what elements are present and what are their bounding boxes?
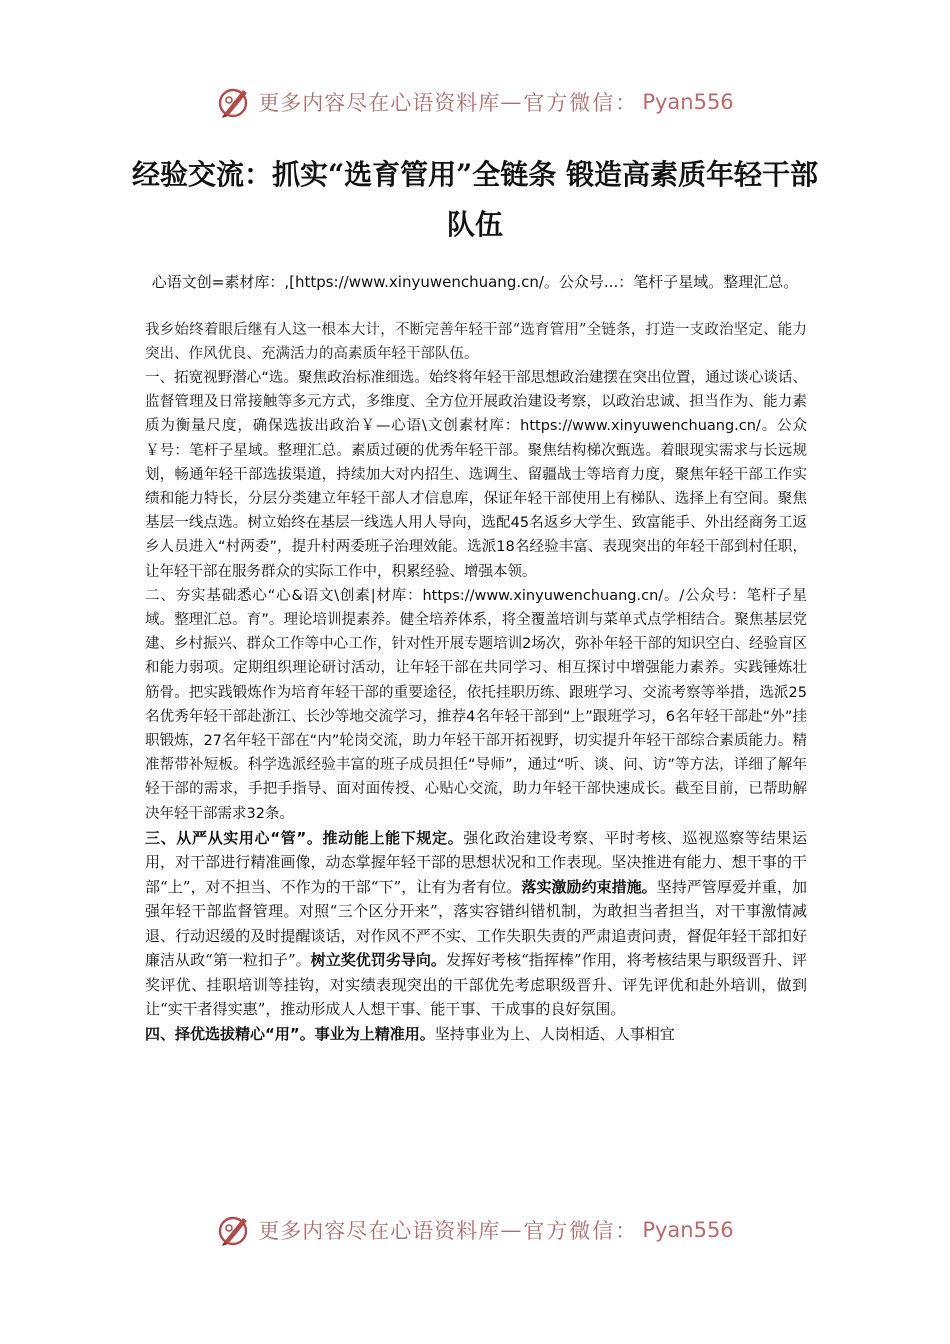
document-title: 经验交流：抓实“选育管用”全链条 锻造高素质年轻干部队伍 <box>132 158 818 241</box>
section-3-heading: 三、从严从实用心“管”。推动能上能下规定。 <box>145 828 464 847</box>
banner-separator: — <box>500 90 522 114</box>
header-banner[interactable] <box>0 82 950 122</box>
section-3-text-1: 强化政治建设考察、平时考核、巡视巡察等结果运用，对干部进行精准画像，动态掌握年轻干部的思想状况和工作表现。坚决推进有能力、想干事的干部“上”，对不担当、不作为的干部“下”，让有为者有位。 <box>145 828 807 896</box>
section-3-subheading-2: 落实激励约束措施。 <box>521 877 657 896</box>
source-line: 心语文创=素材库：,[https://www.xinyuwenchuang.cn/。公众号...：笔杆子星域。整理汇总。 <box>151 273 799 291</box>
pen-circle-logo-icon <box>216 1212 252 1248</box>
section-3-text-2: 坚持严管厚爱并重，加强年轻干部监督管理。对照“三个区分开来”，落实容错纠错机制，为敢担当者担当，对干事激情减退、行动迟缓的及时提醒谈话，对作风不严不实、工作失职失责的严肃追责问责，督促年轻干部扣好廉洁从政“第一粒扣子”。 <box>145 877 807 970</box>
section-3-subheading-3: 树立奖优罚劣导向。 <box>310 951 446 970</box>
section-2-paragraph: 二、夯实基础悉心“心&语文\创素|材库：https://www.xinyuwenchuang.cn/。/公众号：笔杆子星域。整理汇总。育”。理论培训提素养。健全培养体系，将全覆盖培训与菜单式点学相结合。聚焦基层党建、乡村振兴、群众工作等中心工作，针对性开展专题培训2场次，弥补年轻干部的知识空白、经验盲区和能力弱项。定期组织理论研讨活动，让年轻干部在共同学习、相互探讨中增强能力素养。实践锤炼壮筋骨。把实践锻炼作为培育年轻干部的重要途径，依托挂职历练、跟班学习、交流考察等举措，选派25名优秀年轻干部赴浙江、长沙等地交流学习，推荐4名年轻干部到“上”跟班学习，6名年轻干部赴“外”挂职锻炼，27名年轻干部在“内”轮岗交流，助力年轻干部开拓视野，切实提升年轻干部综合素质能力。精准帮带补短板。科学选派经验丰富的班子成员担任“导师”，通过“听、谈、问、访”等方法，详细了解年轻干部的需求，手把手指导、面对面传授、心贴心交流，助力年轻干部快速成长。截至目前，已帮助解决年轻干部需求32条。 <box>145 587 807 822</box>
section-4-paragraph <box>145 1022 807 1047</box>
banner-wechat-id: Pyan556 <box>642 1218 734 1242</box>
footer-banner[interactable] <box>0 1210 950 1250</box>
banner-text: 更多内容尽在心语资料库 <box>258 91 501 115</box>
banner-text: 更多内容尽在心语资料库 <box>258 1219 501 1243</box>
pen-circle-logo-icon <box>216 84 252 120</box>
banner-wechat-id: Pyan556 <box>642 90 734 114</box>
section-3-text-3: 发挥好考核“指挥棒”作用，将考核结果与职级晋升、评奖评优、挂职培训等挂钩，对实绩表现突出的干部优先考虑职级晋升、评先评优和赴外培训，做到让“实干者得实惠”，推动形成人人想干事、能干事、干成事的良好氛围。 <box>145 951 807 1019</box>
section-4-text-1: 坚持事业为上、人岗相适、人事相宜 <box>434 1024 675 1043</box>
document-body <box>145 318 807 1046</box>
section-4-heading: 四、择优选拔精心“用”。事业为上精准用。 <box>145 1024 435 1043</box>
section-3-paragraph <box>145 826 807 1022</box>
banner-separator: — <box>500 1218 522 1242</box>
banner-wechat-label: 官方微信： <box>523 1219 639 1243</box>
intro-paragraph: 我乡始终着眼后继有人这一根本大计，不断完善年轻干部“选育管用”全链条，打造一支政治坚定、能力突出、作风优良、充满活力的高素质年轻干部队伍。 <box>145 322 807 362</box>
section-1-paragraph: 一、拓宽视野潜心“选。聚焦政治标准细选。始终将年轻干部思想政治建摆在突出位置，通过谈心谈话、监督管理及日常接触等多元方式，多维度、全方位开展政治建设考察，以政治忠诚、担当作为、能力素质为衡量尺度，确保选拔出政治￥—心语\文创素材库：https://www.xinyuwenchuang.cn/。公众￥号：笔杆子星域。整理汇总。素质过硬的优秀年轻干部。聚焦结构梯次甄选。着眼现实需求与长远规划，畅通年轻干部选拔渠道，持续加大对内招生、选调生、留疆战士等培育力度，聚焦年轻干部工作实绩和能力特长，分层分类建立年轻干部人才信息库，保证年轻干部使用上有梯队、选择上有空间。聚焦基层一线点选。树立始终在基层一线选人用人导向，选配45名返乡大学生、致富能手、外出经商务工返乡人员进入“村两委”，提升村两委班子治理效能。选派18名经验丰富、表现突出的年轻干部到村任职，让年轻干部在服务群众的实际工作中，积累经验、增强本领。 <box>145 370 807 580</box>
banner-wechat-label: 官方微信： <box>523 91 639 115</box>
